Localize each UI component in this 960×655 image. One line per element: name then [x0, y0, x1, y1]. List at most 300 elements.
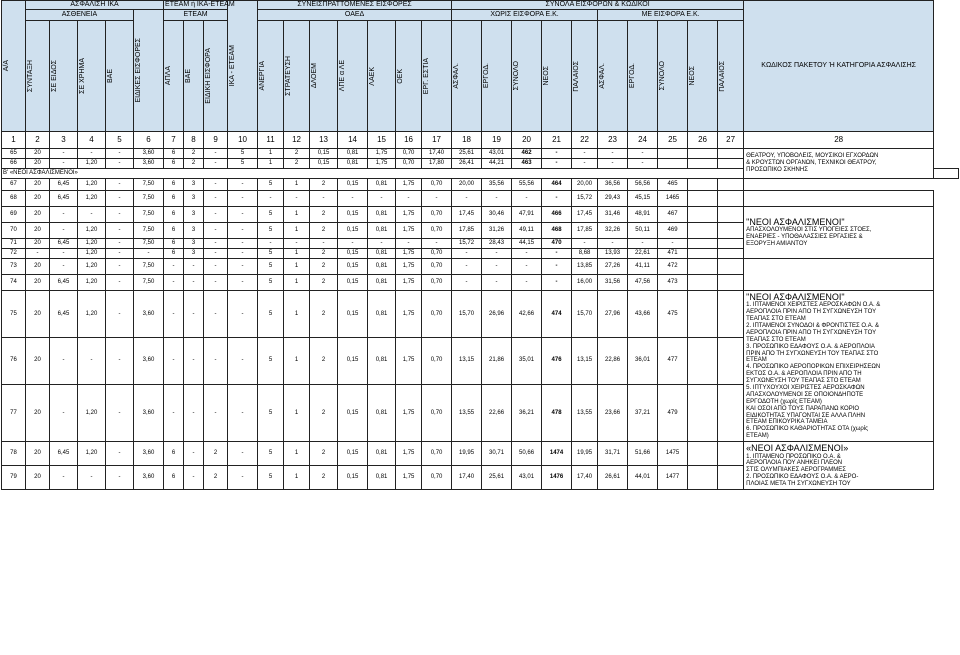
category-note-title: «ΝΕΟΙ ΑΣΦΑΛΙΣΜΕΝΟΙ» — [746, 443, 849, 454]
table-cell: 1 — [284, 337, 310, 384]
table-cell: - — [106, 223, 134, 239]
category-note-line: ΠΛΟΙΑΣ ΜΕΤΑ ΤΗ ΣΥΓΧΩΝΕΥΣΗ ΤΟΥ — [746, 481, 851, 488]
table-cell: 44,15 — [512, 239, 542, 249]
table-cell: - — [184, 442, 204, 466]
table-cell — [718, 207, 744, 223]
etean2-header: ΕΤΕΑΜ — [164, 9, 228, 20]
table-row — [2, 191, 959, 207]
column-number: 3 — [50, 132, 78, 149]
table-cell: - — [228, 291, 258, 338]
column-number: 15 — [368, 132, 396, 149]
table-cell: - — [204, 149, 228, 159]
table-cell: 43,01 — [482, 149, 512, 159]
table-body — [2, 149, 959, 490]
category-note-line: ΕΡΓΟΔΟΤΗ (χωρίς ΕΤΕΑΜ) — [746, 398, 822, 405]
table-cell — [718, 149, 744, 159]
table-cell: - — [204, 223, 228, 239]
table-cell: - — [106, 259, 134, 275]
table-cell: 20 — [26, 259, 50, 275]
table-cell: 0,70 — [422, 249, 452, 259]
table-cell: - — [228, 384, 258, 442]
table-cell: 1 — [284, 249, 310, 259]
table-cell — [718, 249, 744, 259]
column-number: 9 — [204, 132, 228, 149]
table-cell: - — [228, 223, 258, 239]
table-cell: - — [106, 466, 134, 490]
table-cell: 29,43 — [598, 191, 628, 207]
table-cell: - — [422, 239, 452, 249]
table-cell: - — [50, 249, 78, 259]
table-cell: 1465 — [658, 191, 688, 207]
table-cell: 464 — [542, 179, 572, 191]
table-cell: 13,93 — [598, 249, 628, 259]
table-cell: - — [482, 259, 512, 275]
table-cell: 0,70 — [422, 275, 452, 291]
col-aa: Α/Α — [3, 60, 10, 72]
table-cell: 37,21 — [628, 384, 658, 442]
table-cell: - — [204, 291, 228, 338]
table-cell: - — [50, 259, 78, 275]
table-cell: 1,20 — [78, 259, 106, 275]
table-cell: 5 — [258, 337, 284, 384]
column-number: 16 — [396, 132, 422, 149]
table-cell: 5 — [258, 223, 284, 239]
table-cell: 31,46 — [598, 207, 628, 223]
category-note-line: ΕΤΕΑΜ ΕΠΙΚΟΥΡΙΚΑ ΤΑΜΕΙΑ — [746, 419, 828, 426]
column-number: 20 — [512, 132, 542, 149]
table-cell: 0,70 — [422, 259, 452, 275]
table-cell: 0,15 — [338, 259, 368, 275]
table-cell: 1,20 — [78, 191, 106, 207]
table-cell — [658, 149, 688, 159]
table-cell: - — [228, 466, 258, 490]
table-cell: 471 — [658, 249, 688, 259]
table-cell: 36,56 — [598, 179, 628, 191]
table-cell: - — [258, 239, 284, 249]
table-cell: 0,15 — [338, 384, 368, 442]
category-note-line: ΕΙΔΙΚΟΤΗΤΑΣ ΥΠΑΓΟΝΤΑΙ ΣΕ ΑΛΛΑ ΠΛΗΝ — [746, 412, 866, 419]
table-cell: 20,00 — [572, 179, 598, 191]
category-note-line: ΑΕΡΟΠΛΟΙΑ ΠΡΙΝ ΑΠΟ ΤΗ ΣΥΓΧΩΝΕΥΣΗ ΤΟΥ — [746, 329, 877, 336]
table-cell: - — [50, 466, 78, 490]
col-ika-etean: ΙΚΑ - ΕΤΕΑΜ — [229, 45, 237, 87]
table-cell: - — [598, 239, 628, 249]
xoris-header: ΧΩΡΙΣ ΕΙΣΦΟΡΑ Ε.Κ. — [452, 9, 598, 20]
table-cell: 17,85 — [572, 223, 598, 239]
table-cell: 20 — [26, 442, 50, 466]
column-number: 6 — [134, 132, 164, 149]
table-cell: - — [628, 159, 658, 169]
table-cell: 6 — [164, 442, 184, 466]
table-cell: 1,20 — [78, 291, 106, 338]
table-cell: - — [50, 384, 78, 442]
table-cell: 1,75 — [396, 442, 422, 466]
col-neos2: ΝΕΟΣ — [689, 66, 697, 86]
col-syntaxi: ΣΥΝΤΑΞΗ — [27, 59, 34, 93]
table-cell: 26,96 — [482, 291, 512, 338]
column-number: 11 — [258, 132, 284, 149]
table-cell: 3,60 — [134, 466, 164, 490]
table-cell: 1 — [284, 259, 310, 275]
table-cell — [688, 207, 718, 223]
table-cell: - — [184, 384, 204, 442]
table-cell: 0,81 — [338, 149, 368, 159]
table-cell: - — [164, 259, 184, 275]
category-note-line: ΕΝΑΕΡΙΕΣ - ΥΠΟΘΑΛΑΣΣΙΕΣ ΕΡΓΑΣΙΕΣ & — [746, 234, 863, 241]
table-cell: - — [106, 207, 134, 223]
category-note-line: ΚΑΙ ΟΣΟΙ ΑΠΟ ΤΟΥΣ ΠΑΡΑΠΑΝΩ ΚΟΡΙΟ — [746, 405, 860, 412]
col-strateysi: ΣΤΡΑΤΕΥΣΗ — [285, 56, 293, 96]
table-cell: 17,45 — [572, 207, 598, 223]
col-bae: ΒΑΕ — [107, 68, 114, 83]
col-ergod2: ΕΡΓΟΔ. — [629, 63, 637, 89]
table-cell: 31,26 — [482, 223, 512, 239]
table-cell: 0,15 — [338, 466, 368, 490]
table-cell: 0,15 — [338, 223, 368, 239]
table-cell: 6,45 — [50, 179, 78, 191]
table-cell: 7,50 — [134, 259, 164, 275]
table-cell: - — [228, 239, 258, 249]
header-row-1 — [2, 1, 959, 10]
table-cell: - — [204, 179, 228, 191]
column-number: 26 — [688, 132, 718, 149]
table-cell: 5 — [258, 259, 284, 275]
table-cell: - — [284, 191, 310, 207]
table-cell: - — [228, 442, 258, 466]
table-cell: 1475 — [658, 442, 688, 466]
table-cell: 19,95 — [452, 442, 482, 466]
table-cell: 0,81 — [368, 249, 396, 259]
table-cell: - — [572, 159, 598, 169]
table-cell: 15,70 — [572, 291, 598, 338]
table-cell: 21,86 — [482, 337, 512, 384]
table-cell: 2 — [284, 159, 310, 169]
table-cell: 30,46 — [482, 207, 512, 223]
column-number: 5 — [106, 132, 134, 149]
table-cell: 0,81 — [368, 384, 396, 442]
table-cell: 2 — [310, 259, 338, 275]
table-row — [2, 207, 959, 223]
table-cell — [688, 291, 718, 338]
table-cell: 7,50 — [134, 223, 164, 239]
table-cell: - — [164, 384, 184, 442]
table-cell: 5 — [258, 442, 284, 466]
table-cell: - — [184, 275, 204, 291]
table-cell: 15,72 — [452, 239, 482, 249]
table-cell: 20,00 — [452, 179, 482, 191]
table-cell: 1,75 — [396, 179, 422, 191]
table-cell: 50,66 — [512, 442, 542, 466]
category-note-line: 4. ΠΡΟΣΩΠΙΚΟ ΑΕΡΟΠΟΡΙΚΩΝ ΕΠΙΧΕΙΡΗΣΕΩΝ — [746, 364, 881, 371]
table-cell: 20 — [26, 337, 50, 384]
table-cell: 0,81 — [338, 159, 368, 169]
table-cell: 27,26 — [598, 259, 628, 275]
table-cell: 467 — [658, 207, 688, 223]
table-cell: 13,55 — [572, 384, 598, 442]
table-cell: 25,61 — [452, 149, 482, 159]
table-cell — [688, 159, 718, 169]
table-cell: 31,56 — [598, 275, 628, 291]
table-cell: - — [542, 249, 572, 259]
table-cell: - — [396, 191, 422, 207]
table-cell: 1 — [258, 149, 284, 159]
table-cell: 0,70 — [422, 223, 452, 239]
table-cell: - — [78, 337, 106, 384]
table-cell — [688, 275, 718, 291]
table-cell: 1,75 — [396, 207, 422, 223]
table-cell: 3 — [184, 239, 204, 249]
table-cell: - — [228, 259, 258, 275]
table-cell: 17,45 — [452, 207, 482, 223]
table-cell: - — [512, 191, 542, 207]
table-cell: 56,56 — [628, 179, 658, 191]
table-cell: 1 — [284, 291, 310, 338]
table-row — [2, 291, 959, 338]
column-number: 12 — [284, 132, 310, 149]
category-note-line: ΕΤΕΑΜ — [746, 357, 767, 364]
table-cell: 0,81 — [368, 442, 396, 466]
table-cell: 22,66 — [482, 384, 512, 442]
table-cell: - — [598, 149, 628, 159]
table-cell: 26,61 — [598, 466, 628, 490]
table-cell: 13,15 — [572, 337, 598, 384]
table-cell: 6,45 — [50, 291, 78, 338]
table-cell: 20 — [26, 384, 50, 442]
table-cell: 5 — [258, 179, 284, 191]
category-note-line: ΤΕΑΠΑΣ ΣΤΟ ΕΤΕΑΜ — [746, 336, 806, 343]
category-note — [744, 149, 934, 179]
table-cell: - — [50, 223, 78, 239]
table-cell: - — [572, 239, 598, 249]
table-cell — [688, 149, 718, 159]
table-cell: 70 — [2, 223, 26, 239]
table-cell: 0,15 — [310, 149, 338, 159]
table-cell: 1,75 — [368, 159, 396, 169]
table-cell: 3,60 — [134, 442, 164, 466]
table-cell: 44,21 — [482, 159, 512, 169]
col-asfal1: ΑΣΦΑΛ. — [453, 63, 461, 89]
category-note-line: ΑΠΑΣΧΟΛΟΥΜΕΝΟΙ ΣΤΙΣ ΥΠΟΓΕΙΕΣ ΣΤΟΕΣ, — [746, 227, 872, 234]
table-cell: - — [184, 337, 204, 384]
table-cell: 7,50 — [134, 207, 164, 223]
table-cell: 6 — [164, 179, 184, 191]
table-cell: - — [106, 249, 134, 259]
table-cell: 5 — [258, 249, 284, 259]
column-number: 7 — [164, 132, 184, 149]
table-cell: - — [542, 259, 572, 275]
category-note-line: 6. ΠΡΟΣΩΠΙΚΟ ΚΑΘΑΡΙΟΤΗΤΑΣ ΟΤΑ (χωρίς — [746, 426, 869, 433]
table-cell: 20 — [26, 207, 50, 223]
table-cell: - — [106, 239, 134, 249]
category-note-line: ΑΠΑΣΧΟΛΟΥΜΕΝΟΙ ΣΕ ΟΠΟΙΟΝΔΗΠΟΤΕ — [746, 391, 864, 398]
table-cell: 2 — [204, 466, 228, 490]
table-cell: - — [368, 191, 396, 207]
table-cell: - — [482, 275, 512, 291]
table-cell: 20 — [26, 223, 50, 239]
table-cell: - — [452, 249, 482, 259]
col-eidiki: ΕΙΔΙΚΗ ΕΙΣΦΟΡΑ — [205, 48, 213, 104]
table-cell: 31,71 — [598, 442, 628, 466]
table-cell: 6 — [164, 149, 184, 159]
table-cell: 466 — [542, 207, 572, 223]
table-cell: 69 — [2, 207, 26, 223]
col-anergia: ΑΝΕΡΓΙΑ — [259, 61, 267, 91]
table-cell: 3 — [184, 179, 204, 191]
table-cell: 0,70 — [422, 179, 452, 191]
table-cell — [688, 466, 718, 490]
column-number: 22 — [572, 132, 598, 149]
table-cell: - — [572, 149, 598, 159]
table-cell: 7,50 — [134, 275, 164, 291]
contributions-table — [1, 0, 959, 490]
table-cell: - — [228, 179, 258, 191]
table-cell — [658, 159, 688, 169]
table-cell: 43,66 — [628, 291, 658, 338]
col-apla: ΑΠΛΑ — [165, 66, 173, 86]
table-cell: 0,81 — [368, 179, 396, 191]
column-number: 25 — [658, 132, 688, 149]
category-note-line: ΠΡΙΝ ΑΠΟ ΤΗ ΣΥΓΧΩΝΕΥΣΗ ΤΟΥ ΤΕΑΠΑΣ ΣΤΟ — [746, 350, 879, 357]
table-cell: 6,45 — [50, 275, 78, 291]
table-cell: 49,11 — [512, 223, 542, 239]
table-cell: 476 — [542, 337, 572, 384]
table-cell: 1 — [284, 384, 310, 442]
table-cell: 16,00 — [572, 275, 598, 291]
table-cell: - — [368, 239, 396, 249]
table-cell — [688, 179, 718, 191]
table-cell: 0,15 — [338, 275, 368, 291]
category-note-line: 2. ΠΡΟΣΩΠΙΚΟ ΕΔΑΦΟΥΣ Ο.Α. & ΑΕΡΟ- — [746, 474, 859, 481]
table-cell: 72 — [2, 249, 26, 259]
category-note-line: ΕΚΤΟΣ Ο.Α. & ΑΕΡΟΠΛΟΙΑ ΠΡΙΝ ΑΠΟ ΤΗ — [746, 371, 862, 378]
table-cell: - — [50, 207, 78, 223]
table-cell: 0,81 — [368, 259, 396, 275]
empty-cell — [934, 169, 959, 179]
table-cell: 0,70 — [422, 384, 452, 442]
table-cell — [718, 291, 744, 338]
table-cell — [718, 384, 744, 442]
table-cell: 20 — [26, 149, 50, 159]
category-note-line: 2. ΙΠΤΑΜΕΝΟΙ ΣΥΝΟΔΟΙ & ΦΡΟΝΤΙΣΤΕΣ Ο.Α. & — [746, 323, 880, 330]
table-cell — [688, 191, 718, 207]
table-cell — [718, 275, 744, 291]
table-cell: 0,15 — [338, 249, 368, 259]
table-cell: 20 — [26, 239, 50, 249]
col-synolo2: ΣΥΝΟΛΟ — [659, 61, 667, 91]
column-number: 19 — [482, 132, 512, 149]
table-cell: 17,40 — [452, 466, 482, 490]
table-cell: 1,75 — [368, 149, 396, 159]
table-cell: 36,21 — [512, 384, 542, 442]
table-cell: 3,60 — [134, 149, 164, 159]
table-cell: 27,96 — [598, 291, 628, 338]
table-cell: 6 — [164, 466, 184, 490]
category-note-line: ΑΕΡΟΠΛΟΙΑ ΠΟΥ ΑΝΗΚΕΙ ΠΛΕΟΝ — [746, 460, 843, 467]
table-cell — [688, 249, 718, 259]
table-cell: 65 — [2, 149, 26, 159]
section-label: Β' «ΝΕΟΙ ΑΣΦΑΛΙΣΜΕΝΟΙ» — [2, 169, 744, 179]
table-cell: 0,15 — [338, 337, 368, 384]
table-cell: - — [184, 466, 204, 490]
column-number: 2 — [26, 132, 50, 149]
category-note-line: ΕΤΕΑΜ) — [746, 433, 769, 440]
table-cell — [718, 223, 744, 239]
category-note-line: ΕΞΟΡΥΞΗ ΑΜΙΑΝΤΟΥ — [746, 241, 808, 248]
column-number: 1 — [2, 132, 26, 149]
table-cell: 7,50 — [134, 179, 164, 191]
table-cell: 5 — [258, 275, 284, 291]
table-cell: 0,81 — [368, 466, 396, 490]
table-cell: 1 — [284, 275, 310, 291]
table-cell: 2 — [310, 275, 338, 291]
table-cell: 3,60 — [134, 384, 164, 442]
table-cell: 2 — [310, 291, 338, 338]
table-cell: 17,40 — [422, 149, 452, 159]
table-cell: - — [542, 159, 572, 169]
table-cell: 2 — [310, 223, 338, 239]
table-cell: - — [184, 259, 204, 275]
oaed-header: ΟΑΕΔ — [258, 9, 452, 20]
table-cell: 0,70 — [422, 207, 452, 223]
table-cell: 78 — [2, 442, 26, 466]
table-cell: 73 — [2, 259, 26, 275]
table-cell: 79 — [2, 466, 26, 490]
col-diosem: ΔΛΟΕΜ — [311, 63, 319, 89]
table-cell: - — [228, 207, 258, 223]
table-cell — [718, 179, 744, 191]
category-note-line: 3. ΠΡΟΣΩΠΙΚΟ ΕΔΑΦΟΥΣ Ο.Α. & ΑΕΡΟΠΛΟΙΑ — [746, 343, 875, 350]
table-cell: - — [452, 259, 482, 275]
column-number: 21 — [542, 132, 572, 149]
table-cell: 32,26 — [598, 223, 628, 239]
table-cell: 2 — [310, 179, 338, 191]
table-cell: 3 — [184, 249, 204, 259]
table-cell: 2 — [184, 159, 204, 169]
table-cell: 35,01 — [512, 337, 542, 384]
table-cell: 0,15 — [338, 179, 368, 191]
table-cell: 1,20 — [78, 179, 106, 191]
table-cell: - — [106, 159, 134, 169]
table-cell: 1,20 — [78, 159, 106, 169]
table-cell: - — [422, 191, 452, 207]
table-cell: 2 — [310, 466, 338, 490]
table-cell: 6,45 — [50, 239, 78, 249]
table-cell: 15,72 — [572, 191, 598, 207]
table-cell: - — [26, 249, 50, 259]
table-cell: 3,60 — [134, 159, 164, 169]
table-cell: 15,70 — [452, 291, 482, 338]
table-cell: 3,60 — [134, 337, 164, 384]
table-cell: - — [50, 337, 78, 384]
table-cell — [718, 159, 744, 169]
table-cell: 1477 — [658, 466, 688, 490]
table-cell: - — [164, 291, 184, 338]
column-number: 13 — [310, 132, 338, 149]
table-cell: - — [228, 275, 258, 291]
table-cell: - — [106, 442, 134, 466]
table-cell: 469 — [658, 223, 688, 239]
table-cell: 44,01 — [628, 466, 658, 490]
table-cell: - — [310, 239, 338, 249]
table-cell: - — [50, 159, 78, 169]
table-cell: 47,56 — [628, 275, 658, 291]
table-cell: - — [512, 259, 542, 275]
table-cell: 6 — [164, 239, 184, 249]
table-cell: - — [204, 259, 228, 275]
table-cell: 67 — [2, 179, 26, 191]
table-cell: 468 — [542, 223, 572, 239]
table-cell: - — [658, 239, 688, 249]
